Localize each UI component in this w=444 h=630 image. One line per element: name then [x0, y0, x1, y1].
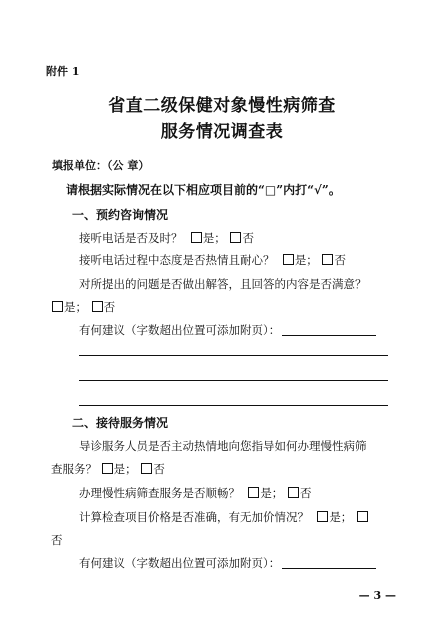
instruction-text: 请根据实际情况在以下相应项目前的“□”内打“√”。	[66, 183, 341, 197]
no-label: 否	[334, 253, 346, 267]
s2-q3-yes-checkbox[interactable]	[317, 511, 328, 522]
s1-q1-no-checkbox[interactable]	[230, 232, 241, 243]
s2-q3-text: 计算检查项目价格是否准确，有无加价情况？	[79, 510, 309, 524]
s2-suggest-field[interactable]	[282, 556, 376, 569]
s1-q3-line2	[51, 299, 115, 315]
s1-q1-text: 接听电话是否及时？	[79, 231, 183, 245]
s1-answer-line-2[interactable]	[79, 380, 388, 381]
s2-q3-line1	[79, 509, 369, 525]
s2-q1-yes-checkbox[interactable]	[102, 463, 113, 474]
s2-suggest-label: 有何建议（字数超出位置可添加附页）：	[79, 556, 281, 570]
s2-q2-text: 办理慢性病筛查服务是否顺畅？	[79, 486, 240, 500]
attachment-label: 附件 1	[46, 65, 80, 78]
s2-q1-no-checkbox[interactable]	[141, 463, 152, 474]
s1-q3-line1: 对所提出的问题是否做出解答，且回答的内容是否满意？	[79, 277, 367, 291]
yes-label: 是；	[113, 462, 137, 476]
s2-q3-no-checkbox[interactable]	[357, 511, 368, 522]
s1-q3-yes-checkbox[interactable]	[52, 301, 63, 312]
s1-answer-line-3[interactable]	[79, 405, 388, 406]
yes-label: 是；	[294, 253, 318, 267]
s2-q1-line1: 导诊服务人员是否主动热情地向您指导如何办理慢性病筛	[79, 439, 367, 453]
s1-suggest	[79, 322, 376, 338]
s2-q2-no-checkbox[interactable]	[288, 487, 299, 498]
page-title-line2: 服务情况调查表	[160, 122, 284, 142]
yes-label: 是；	[329, 510, 353, 524]
section2-heading: 二、接待服务情况	[72, 416, 169, 430]
s2-q2	[79, 485, 311, 501]
page-number: — 3 —	[358, 589, 396, 602]
page-title-line1: 省直二级保健对象慢性病筛查	[108, 96, 336, 116]
yes-label: 是；	[64, 300, 87, 314]
s2-q2-yes-checkbox[interactable]	[248, 487, 259, 498]
s1-q1-yes-checkbox[interactable]	[191, 232, 202, 243]
no-label: 否	[299, 486, 312, 500]
no-label: 否	[103, 300, 116, 314]
yes-label: 是；	[260, 486, 284, 500]
s2-suggest	[79, 555, 376, 571]
no-label: 否	[242, 231, 254, 245]
s1-q2-text: 接听电话过程中态度是否热情且耐心？	[79, 253, 275, 267]
section1-heading: 一、预约咨询情况	[72, 208, 169, 222]
s1-q3-no-checkbox[interactable]	[92, 301, 103, 312]
s2-q3-line2: 否	[51, 533, 63, 547]
s1-suggest-label: 有何建议（字数超出位置可添加附页）：	[79, 323, 281, 337]
yes-label: 是；	[202, 231, 226, 245]
s1-suggest-field[interactable]	[282, 323, 376, 336]
s1-q1	[79, 230, 254, 246]
s1-q2-yes-checkbox[interactable]	[283, 254, 294, 265]
no-label: 否	[153, 462, 165, 476]
s1-answer-line-1[interactable]	[79, 355, 388, 356]
s2-q1-text-tail: 查服务？	[51, 462, 97, 476]
s2-q1-line2	[51, 461, 165, 477]
s1-q2	[79, 252, 346, 268]
s1-q2-no-checkbox[interactable]	[322, 254, 333, 265]
fill-unit-label: 填报单位：（公 章）	[52, 159, 150, 172]
